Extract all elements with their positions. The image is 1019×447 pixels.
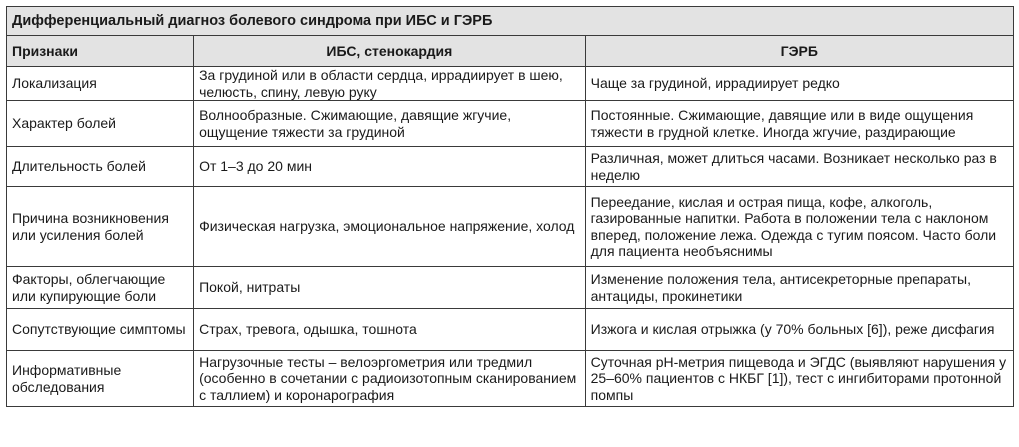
- cell-ibs: Волнообразные. Сжимающие, давящие жгучие, ощущение тяжести за грудиной: [194, 101, 586, 147]
- header-signs: Признаки: [7, 36, 194, 67]
- cell-ibs: Покой, нитраты: [194, 267, 586, 309]
- table-title: Дифференциальный диагноз болевого синдрома при ИБС и ГЭРБ: [7, 7, 1014, 36]
- cell-ibs: Физическая нагрузка, эмоциональное напряжение, холод: [194, 187, 586, 267]
- table-row: [7, 187, 1014, 267]
- table-row: [7, 267, 1014, 309]
- cell-gerd: Переедание, кислая и острая пища, кофе, алкоголь, газированные напитки. Работа в положении тела с наклоном вперед, положение лежа. Одежда с тугим поясом. Часто боли для пациента необъяснимы: [585, 187, 1013, 267]
- header-gerd: ГЭРБ: [585, 36, 1013, 67]
- table-row: [7, 101, 1014, 147]
- cell-gerd: Различная, может длиться часами. Возникает несколько раз в неделю: [585, 147, 1013, 187]
- table-header-row: [7, 36, 1014, 67]
- cell-sign: Длительность болей: [7, 147, 194, 187]
- cell-sign: Характер болей: [7, 101, 194, 147]
- table-row: [7, 351, 1014, 407]
- cell-gerd: Чаще за грудиной, иррадиирует редко: [585, 67, 1013, 101]
- table-title-row: [7, 7, 1014, 36]
- cell-sign: Сопутствующие симптомы: [7, 309, 194, 351]
- cell-sign: Информативные обследования: [7, 351, 194, 407]
- table-row: [7, 309, 1014, 351]
- header-ibs: ИБС, стенокардия: [194, 36, 586, 67]
- diagnosis-table-container: [6, 6, 1014, 407]
- table-row: [7, 147, 1014, 187]
- cell-gerd: Постоянные. Сжимающие, давящие или в виде ощущения тяжести в грудной клетке. Иногда жгучие, раздирающие: [585, 101, 1013, 147]
- cell-gerd: Изжога и кислая отрыжка (у 70% больных [6]), реже дисфагия: [585, 309, 1013, 351]
- cell-gerd: Суточная рН-метрия пищевода и ЭГДС (выявляют нарушения у 25–60% пациентов с НКБГ [1]), тест с ингибиторами протонной помпы: [585, 351, 1013, 407]
- cell-gerd: Изменение положения тела, антисекреторные препараты, антациды, прокинетики: [585, 267, 1013, 309]
- cell-ibs: От 1–3 до 20 мин: [194, 147, 586, 187]
- table-row: [7, 67, 1014, 101]
- differential-diagnosis-table: [6, 6, 1014, 407]
- cell-ibs: Страх, тревога, одышка, тошнота: [194, 309, 586, 351]
- cell-sign: Локализация: [7, 67, 194, 101]
- cell-ibs: Нагрузочные тесты – велоэргометрия или тредмил (особенно в сочетании с радиоизотопным сканированием с таллием) и коронарография: [194, 351, 586, 407]
- cell-sign: Факторы, облегчающие или купирующие боли: [7, 267, 194, 309]
- cell-ibs: За грудиной или в области сердца, иррадиирует в шею, челюсть, спину, левую руку: [194, 67, 586, 101]
- cell-sign: Причина возникновения или усиления болей: [7, 187, 194, 267]
